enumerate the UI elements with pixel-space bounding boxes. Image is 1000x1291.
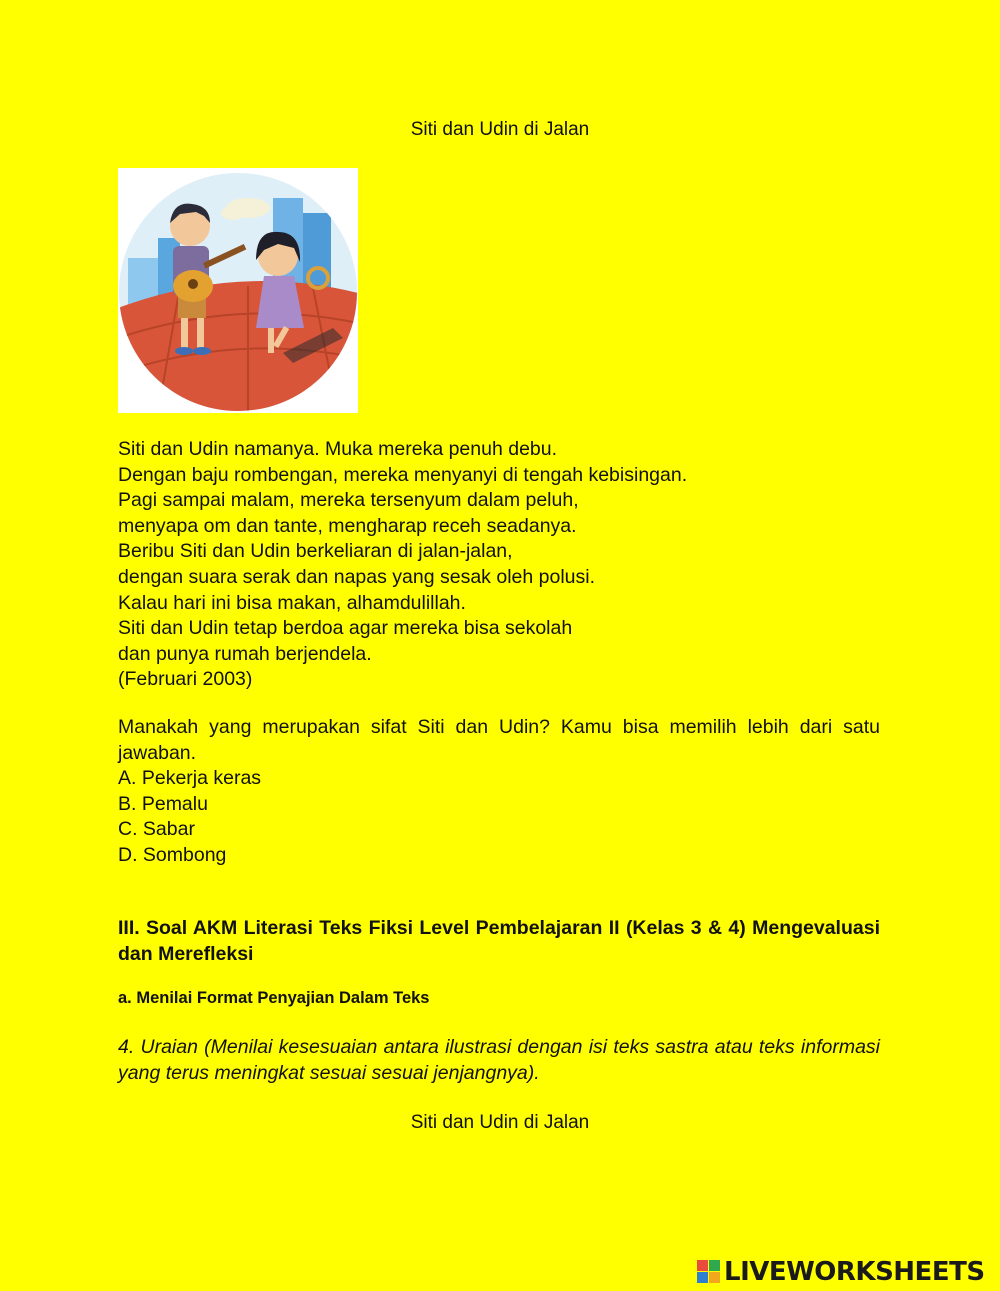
poem-date: (Februari 2003)	[118, 668, 253, 691]
liveworksheets-logo	[697, 1256, 985, 1288]
poem-line: Beribu Siti dan Udin berkeliaran di jalan-jalan,	[118, 540, 513, 563]
instruction-text: 4. Uraian (Menilai kesesuaian antara ilustrasi dengan isi teks sastra atau teks informasi yang terus meningkat sesuai sesuai jenjangnya).	[118, 1036, 880, 1084]
poem-line: dan punya rumah berjendela.	[118, 642, 372, 665]
option-b[interactable]: B. Pemalu	[118, 792, 208, 815]
subsection-heading: a. Menilai Format Penyajian Dalam Teks	[118, 989, 430, 1007]
story-title: Siti dan Udin di Jalan	[410, 119, 590, 140]
option-d[interactable]: D. Sombong	[118, 843, 227, 866]
section-heading: III. Soal AKM Literasi Teks Fiksi Level Pembelajaran II (Kelas 3 & 4) Mengevaluasi dan Merefleksi	[118, 917, 880, 965]
poem-line: dengan suara serak dan napas yang sesak oleh polusi.	[118, 565, 595, 588]
poem-line: Pagi sampai malam, mereka tersenyum dalam peluh,	[118, 489, 579, 512]
option-c[interactable]: C. Sabar	[118, 818, 195, 841]
question-text: Manakah yang merupakan sifat Siti dan Udin? Kamu bisa memilih lebih dari satu jawaban.	[118, 716, 880, 764]
logo-wordmark: LIVEWORKSHEETS	[724, 1257, 985, 1287]
poem-line: Siti dan Udin tetap berdoa agar mereka bisa sekolah	[118, 617, 573, 640]
poem-text	[118, 437, 878, 693]
poem-line: menyapa om dan tante, mengharap receh seadanya.	[118, 514, 577, 537]
poem-line: Dengan baju rombengan, mereka menyanyi di tengah kebisingan.	[118, 463, 688, 486]
answer-options	[118, 766, 518, 868]
story-title-bottom: Siti dan Udin di Jalan	[410, 1112, 590, 1133]
poem-line: Kalau hari ini bisa makan, alhamdulillah.	[118, 591, 466, 614]
poem-line: Siti dan Udin namanya. Muka mereka penuh debu.	[118, 438, 558, 460]
liveworksheets-logo-icon	[697, 1258, 721, 1286]
option-a[interactable]: A. Pekerja keras	[118, 767, 262, 789]
story-illustration	[118, 168, 358, 413]
